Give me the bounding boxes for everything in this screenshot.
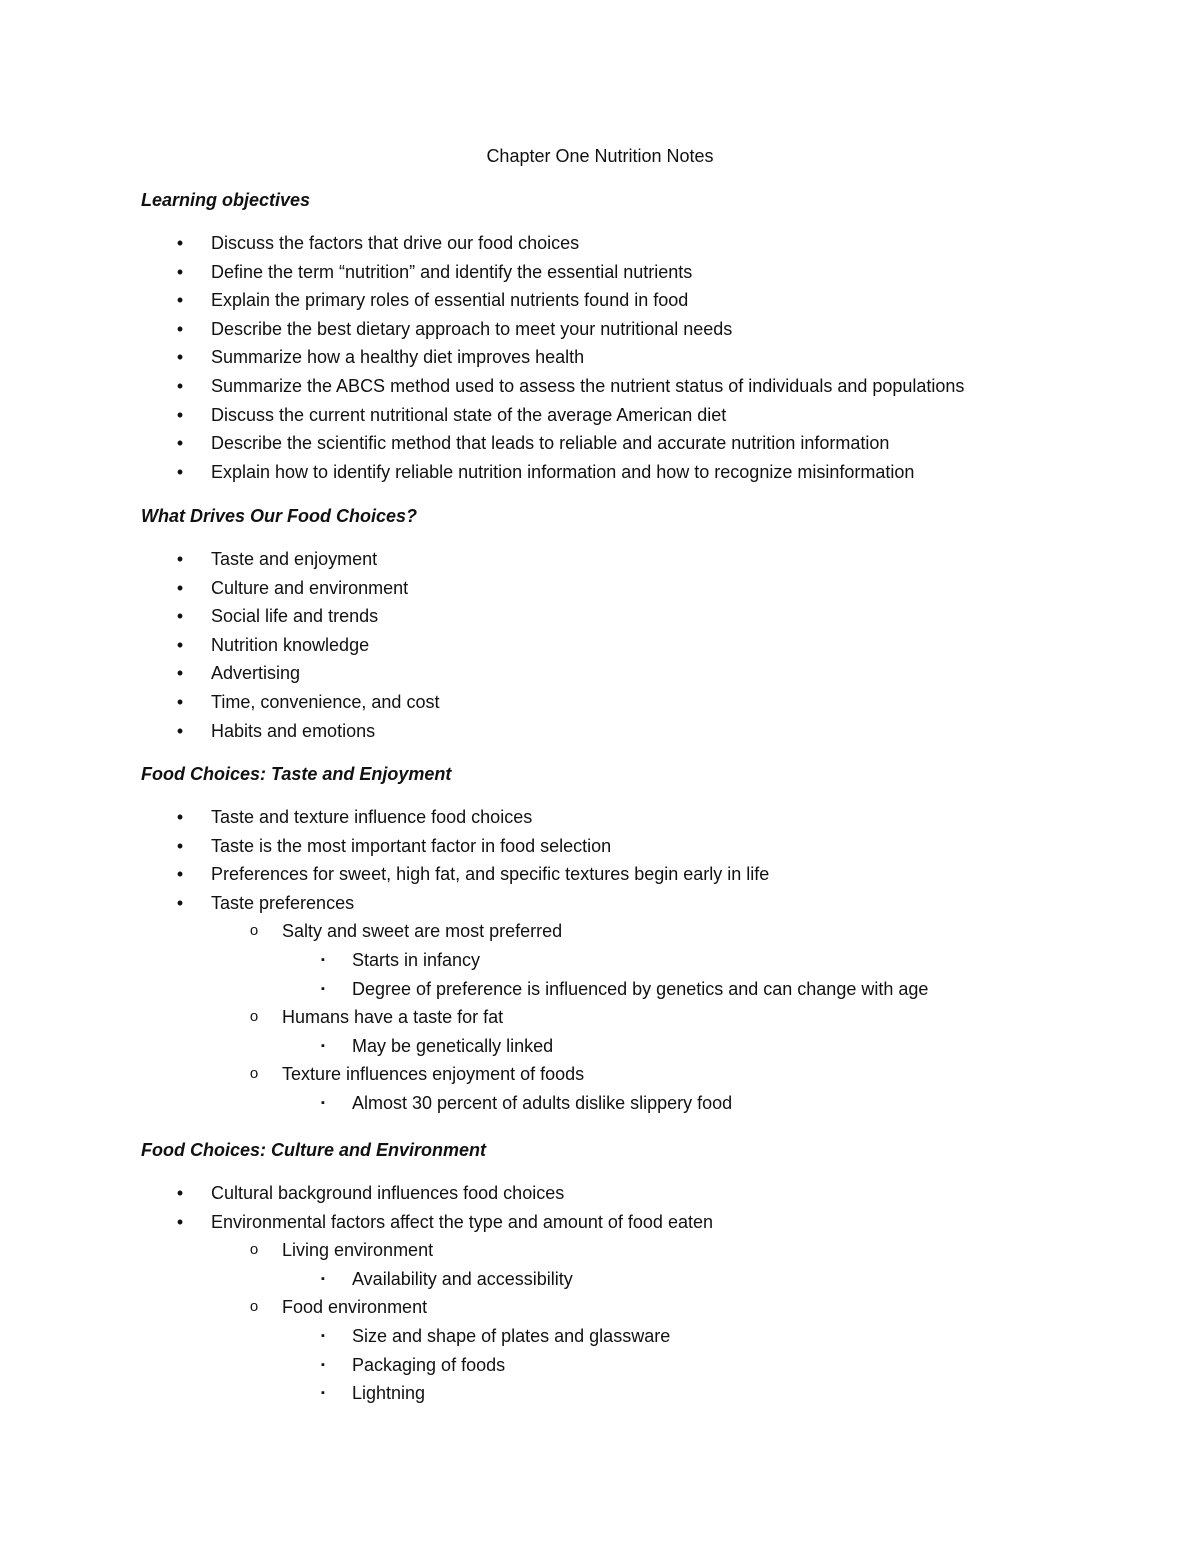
bullet-icon: • bbox=[176, 433, 184, 454]
list-item-text: Food environment bbox=[282, 1297, 428, 1318]
square-bullet-icon: ▪ bbox=[321, 1097, 325, 1109]
document-title: Chapter One Nutrition Notes bbox=[486, 146, 714, 166]
list-item-text: Starts in infancy bbox=[352, 950, 481, 970]
list-item-text: Texture influences enjoyment of foods bbox=[282, 1064, 585, 1085]
list-item-text: Summarize the ABCS method used to assess the nutrient status of individuals and populations bbox=[211, 376, 965, 396]
bullet-icon: • bbox=[176, 347, 184, 368]
square-bullet-icon: ▪ bbox=[321, 1358, 325, 1371]
bullet-icon: • bbox=[176, 692, 184, 712]
circle-bullet-icon: o bbox=[249, 1241, 259, 1259]
list-item-text: Taste and texture influence food choices bbox=[211, 807, 533, 827]
list-item-text: Preferences for sweet, high fat, and specific textures begin early in life bbox=[211, 864, 770, 885]
list-item-text: Social life and trends bbox=[211, 606, 379, 627]
bullet-icon: • bbox=[176, 1183, 184, 1203]
list-item-text: Living environment bbox=[282, 1240, 434, 1261]
bullet-icon: • bbox=[176, 261, 184, 282]
list-item-text: Describe the scientific method that leads to reliable and accurate nutrition information bbox=[211, 433, 890, 454]
bullet-icon: • bbox=[176, 290, 184, 311]
list-item-text: Habits and emotions bbox=[211, 720, 376, 741]
list-item-text: Explain how to identify reliable nutrition information and how to recognize misinformation bbox=[211, 461, 915, 482]
list-item-text: Culture and environment bbox=[211, 577, 409, 598]
bullet-icon: • bbox=[176, 404, 184, 425]
circle-bullet-icon: o bbox=[249, 1298, 259, 1316]
list-item-text: Environmental factors affect the type and amount of food eaten bbox=[211, 1211, 713, 1232]
list-item-text: Lightning bbox=[352, 1383, 426, 1404]
list-item-text: May be genetically linked bbox=[352, 1035, 554, 1056]
list-item-text: Define the term “nutrition” and identify the essential nutrients bbox=[211, 261, 693, 282]
list-item-text: Taste is the most important factor in food selection bbox=[211, 835, 612, 856]
square-bullet-icon: ▪ bbox=[321, 1272, 325, 1285]
list-item-text: Packaging of foods bbox=[352, 1354, 506, 1375]
bullet-icon: • bbox=[176, 1211, 184, 1232]
list-item-text: Availability and accessibility bbox=[352, 1268, 573, 1289]
square-bullet-icon: ▪ bbox=[321, 954, 325, 966]
list-item-text: Taste and enjoyment bbox=[211, 549, 378, 569]
circle-bullet-icon: o bbox=[249, 922, 259, 940]
bullet-icon: • bbox=[176, 835, 184, 856]
list-item-text: Degree of preference is influenced by genetics and can change with age bbox=[352, 978, 929, 999]
list-item-text: Cultural background influences food choices bbox=[211, 1183, 565, 1203]
list-item-text: Advertising bbox=[211, 663, 301, 684]
bullet-icon: • bbox=[176, 549, 184, 569]
bullet-icon: • bbox=[176, 634, 184, 655]
list-item-text: Discuss the current nutritional state of the average American diet bbox=[211, 404, 727, 425]
bullet-icon: • bbox=[176, 461, 184, 482]
bullet-icon: • bbox=[176, 864, 184, 885]
section-heading: Food Choices: Taste and Enjoyment bbox=[141, 764, 452, 784]
list-item-text: Size and shape of plates and glassware bbox=[352, 1326, 671, 1346]
bullet-icon: • bbox=[176, 663, 184, 684]
square-bullet-icon: ▪ bbox=[321, 1387, 325, 1400]
bullet-icon: • bbox=[176, 606, 184, 627]
bullet-icon: • bbox=[176, 577, 184, 598]
list-item-text: Explain the primary roles of essential nutrients found in food bbox=[211, 290, 689, 311]
bullet-icon: • bbox=[176, 807, 184, 827]
list-item-text: Nutrition knowledge bbox=[211, 634, 370, 655]
list-item-text: Time, convenience, and cost bbox=[211, 692, 440, 712]
list-item-text: Humans have a taste for fat bbox=[282, 1007, 504, 1028]
bullet-icon: • bbox=[176, 720, 184, 741]
square-bullet-icon: ▪ bbox=[321, 982, 325, 995]
list-item-text: Salty and sweet are most preferred bbox=[282, 921, 563, 942]
section-heading: Food Choices: Culture and Environment bbox=[141, 1140, 487, 1160]
list-item-text: Describe the best dietary approach to meet your nutritional needs bbox=[211, 318, 733, 339]
section-heading: Learning objectives bbox=[141, 190, 311, 210]
list-item-text: Almost 30 percent of adults dislike slippery food bbox=[352, 1093, 733, 1113]
list-item-text: Taste preferences bbox=[211, 892, 355, 913]
circle-bullet-icon: o bbox=[249, 1065, 259, 1083]
bullet-icon: • bbox=[176, 233, 184, 253]
section-heading: What Drives Our Food Choices? bbox=[141, 506, 418, 526]
bullet-icon: • bbox=[176, 376, 184, 396]
list-item-text: Discuss the factors that drive our food choices bbox=[211, 233, 580, 253]
list-item-text: Summarize how a healthy diet improves health bbox=[211, 347, 585, 368]
square-bullet-icon: ▪ bbox=[321, 1039, 325, 1052]
circle-bullet-icon: o bbox=[249, 1008, 259, 1026]
square-bullet-icon: ▪ bbox=[321, 1330, 325, 1342]
bullet-icon: • bbox=[176, 892, 184, 913]
bullet-icon: • bbox=[176, 318, 184, 339]
